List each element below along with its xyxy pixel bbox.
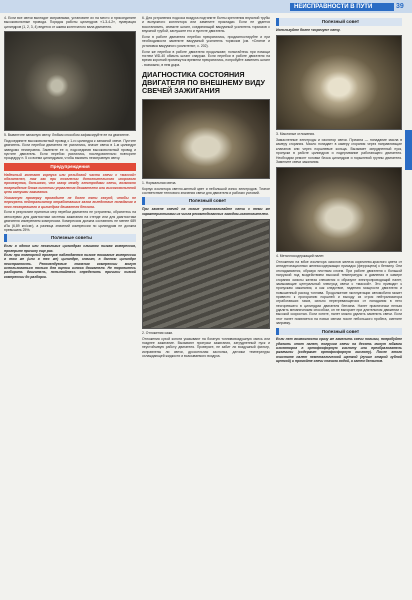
paragraph: Замасленные электроды и изолятор свечи. Причина — попадание масла в камеру сгорания. Масло попадает в камеру сгорания через направляющие клапанов или через поршневые кольца. Вызывает затрудненный пуск, пропуски в работе цилиндров и подергивание работающего двигателя. Необходим ремонт головки блока цилиндров и поршневой группы двигателя. Замените свечи зажигания. xyxy=(276,138,402,164)
column-right xyxy=(276,16,402,364)
warning-heading: Предупреждения xyxy=(4,163,136,171)
tip-heading: Полезный совет xyxy=(142,197,270,205)
page-header xyxy=(0,0,412,13)
spark-plug-photo-oil xyxy=(276,35,402,130)
paragraph: 4. Если все свечи выглядят исправными, установите их на место и присоедините высоковольтные провода. Порядок работы цилиндров «1-3-4-2», нумерация цилиндров (1, 2, 3, 4) ведется от шкива коленчатого вала двигателя. xyxy=(4,16,136,29)
article-title: ДИАГНОСТИКА СОСТОЯНИЯ ДВИГАТЕЛЯ ПО ВНЕШНЕМУ ВИДУ СВЕЧЕЙ ЗАЖИГАНИЯ xyxy=(142,69,265,95)
side-tab-marker xyxy=(405,130,412,170)
paragraph: Подсоедините высоковольтный провод с 1-го цилиндра к запасной свече. Пустите двигатель. Если перебои двигателя не усилились, значит свеча в 1-м цилиндре заведомо неисправна. Замените ее и, подсоединив высоковольтный провод и пустите двигатель. Если перебои усилились, последовательно повторите процедуру п. 5 со всеми цилиндрами, чтобы выявить неисправную свечу. xyxy=(4,138,136,161)
paragraph: Если в работе двигателя перебои прекратились, продиагностируйте и при необходимости замените вакуумный усилитель тормозов (см. «Снятие и установка вакуумного усилителя», с. 202). xyxy=(142,34,270,48)
paragraph: Если в результате принятых мер перебои двигателя не устранены, обратитесь на автосервис для диагностики системы зажигания на стенде или для диагностики двигателя измерением компрессии. Компрессия должна составлять не менее 689 кПа (6,89 кгс/см²), а разница значений компрессии по цилиндрам не должна превышать 25%. xyxy=(4,210,136,232)
tip-text: Если в одном или нескольких цилиндрах слишком низкая компрессия, проверьте причину еще раз. xyxy=(4,244,136,253)
warning-text: Указанную проверку проводите не более пяти секунд, чтобы не перегреть нейтрализатор отработавших газов вследствие попадания в него несгоревшего в цилиндрах двигателя бензина. xyxy=(4,195,136,209)
paragraph: Если же перебои в работе двигателя продолжают, попытайтесь при помощи тиглем WD-40 обмыть шланг снаружи. Если перебои в работе двигателя на время короткий промежуток времени прекратились, попробуйте заменить шланг - возможно, в нем дыра. xyxy=(142,49,270,67)
column-left xyxy=(4,16,136,279)
tip-text: Если нет возможности сразу же заменить свечи новыми, попробуйте удалить этот налет, погрузив свечи на десять минут юбками изоляторов в ортофосфорную кислоту или преобразователь ржавчины (содержит ортофосфорную кислоту). После этого очистите налет неметаллической щеткой (лучше старой зубной щеткой) и промойте свечи сначала водой, а затем бензином. xyxy=(276,337,402,364)
tip-heading: Полезный совет xyxy=(276,18,402,26)
paragraph: Отложения сухой копоти указывают на богатую топливовоздушную смесь или позднее зажигание. Вызывают пропуски зажигания, затрудненный пуск и неустойчивую работу двигателя. Проверьте, не забит ли воздушный фильтр, исправлены ли свечи, дроссельная заслонка, датчики температуры охлаждающей жидкости и всасываемого воздуха. xyxy=(142,336,270,359)
page-number: 39 xyxy=(396,3,404,10)
section-title: НЕИСПРАВНОСТИ В ПУТИ xyxy=(290,3,394,11)
photo-caption: 4. Металлосодержащий налет. xyxy=(276,254,325,259)
photo-caption: 3. Масляные отложения. xyxy=(276,132,316,137)
engine-photo xyxy=(4,31,136,131)
tip-heading: Полезный совет xyxy=(276,328,402,336)
photo-caption: 1. Нормальная свеча. xyxy=(142,180,177,185)
column-middle xyxy=(142,16,270,360)
tip-heading: Полезные советы xyxy=(4,234,136,242)
paragraph: 6. Для устранения подсоса воздуха подтяните болты крепления впускной трубы и выпускного коллектора или замените прокладки. Если не удается восстановить, снимите шланг, соединяющий вакуумный усилитель тормозов с впускной трубой, заглушите его и пустите двигатель. xyxy=(142,16,270,34)
spark-plug-photo-normal xyxy=(142,99,270,179)
paragraph: 5. Вывинтите запасную свечу. Любым способом зафиксируйте ее на двигателе. xyxy=(4,133,130,138)
tip-text: При замене свечей на новые устанавливайте свечи с теми же характеристиками из числа рекомендованных заводом-изготовителем. xyxy=(142,207,270,216)
paragraph: Отложения на юбке изолятора окислов железа коричнево-красного цвета от антидетонационных железосодержащих присадок (ферроцена) к бензину. Они откладываются, образуя плотным слоем. При работе двигателя с большой нагрузкой под воздействием высокой температуры и давления в камере сгорания окислы железа спекаются и образуют электропроводящий налет, замыкающие центральный электрод свечи с «массой». Это приводит к пропускам зажигания, а как следствие, падению мощности двигателя и повышенный расход топлива. Продолжение эксплуатации автомобиля может привести к прогоранию поршней и выходу из строя нейтрализатора отработавших газов, сильно перегревающегося от попадания в него несгоревшего в цилиндрах двигателя бензина. Налет практически нельзя удалить механическим способом, он не выгорает при длительном движении с высокой скоростью. Если хотите, налет можно удалить заменить свечи. Если этот налет появляется на новых свечах после небольшого пробега, смените заправку. xyxy=(276,260,402,326)
warning-text: Надежный контакт корпуса или резьбовой части свечи с «массой» обязателен, так как при появлении дополнительного искрового промежутка, большего, чем зазор между электродами свечи, возможно повреждение блока системы управления двигателем или высоковольтной цепи катушки зажигания. xyxy=(4,172,136,195)
tip-text: Используйте более «горячую» свечу. xyxy=(276,27,341,32)
photo-caption: 2. Отложения сажи. xyxy=(142,330,174,335)
paragraph: Корпус изолятора светло-желтый цвет и небольшой износ электродов. Точное соответствие теплового значения свечи для двигателя и рабочих условий. xyxy=(142,186,270,195)
tip-text: Если при повторной проверке наблюдается низкое показание компрессии в том же (или в тех же) цилиндре, значит, в данном цилиндре неисправность. Рекомендуемые значения компрессии могут использоваться только для оценки износа двигателя. Не торопитесь разбирать двигатель, попытайтесь определить причины низкой компрессии до разборки. xyxy=(4,252,136,279)
spark-plug-photo-metal xyxy=(276,167,402,252)
spark-plug-photo-soot xyxy=(142,219,270,329)
